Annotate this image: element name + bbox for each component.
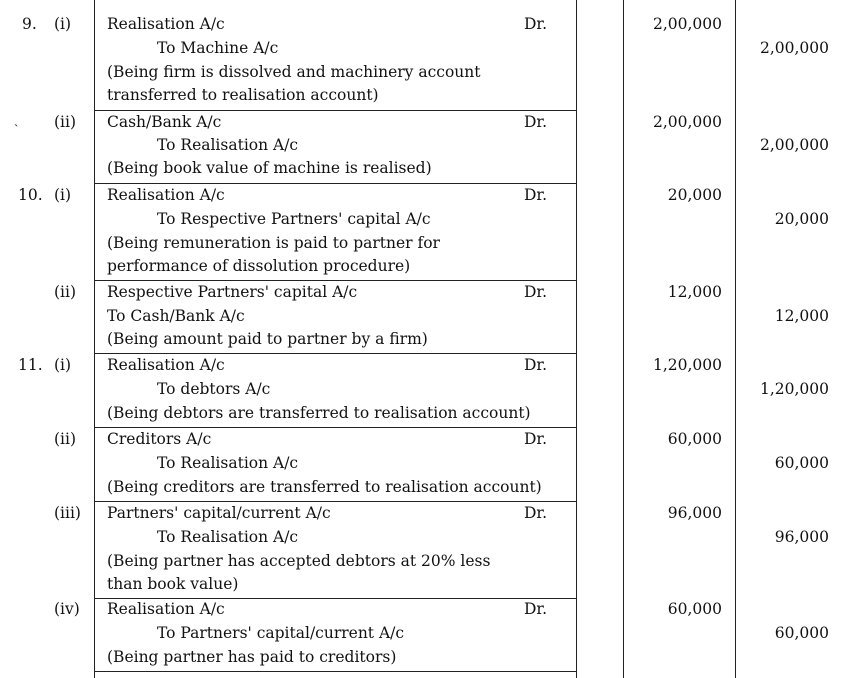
entry-sub-number: (iv) — [54, 600, 80, 618]
narration-line: (Being partner has paid to creditors) — [107, 648, 397, 666]
entry-number: 10. — [18, 186, 43, 204]
credit-amount: 20,000 — [774, 210, 829, 228]
dr-marker: Dr. — [524, 15, 548, 33]
debit-amount: 96,000 — [667, 504, 722, 522]
debit-amount: 12,000 — [667, 283, 722, 301]
narration-line: (Being book value of machine is realised) — [107, 159, 432, 177]
entry-sub-number: (i) — [54, 356, 72, 374]
narration-line: (Being debtors are transferred to realisation account) — [107, 404, 531, 422]
debit-amount: 60,000 — [667, 430, 722, 448]
credit-account: To Machine A/c — [157, 39, 279, 57]
column-rule-debit-left — [623, 0, 624, 678]
debit-account: Realisation A/c — [107, 186, 225, 204]
debit-account: Creditors A/c — [107, 430, 212, 448]
entry-sub-number: (iii) — [54, 504, 81, 522]
dr-marker: Dr. — [524, 113, 548, 131]
column-rule-particulars-left — [94, 0, 95, 678]
credit-account: To Realisation A/c — [157, 454, 299, 472]
narration-line: transferred to realisation account) — [107, 86, 379, 104]
credit-account: To Cash/Bank A/c — [107, 307, 245, 325]
column-rule-credit-left — [735, 0, 736, 678]
dr-marker: Dr. — [524, 430, 548, 448]
credit-amount: 1,20,000 — [759, 380, 829, 398]
dr-marker: Dr. — [524, 186, 548, 204]
credit-account: To Realisation A/c — [157, 136, 299, 154]
dr-marker: Dr. — [524, 283, 548, 301]
dr-marker: Dr. — [524, 504, 548, 522]
narration-line: (Being amount paid to partner by a firm) — [107, 330, 428, 348]
debit-amount: 2,00,000 — [652, 15, 722, 33]
dr-marker: Dr. — [524, 356, 548, 374]
debit-account: Realisation A/c — [107, 600, 225, 618]
debit-account: Respective Partners' capital A/c — [107, 283, 358, 301]
narration-line: than book value) — [107, 575, 239, 593]
credit-amount: 12,000 — [774, 307, 829, 325]
debit-account: Realisation A/c — [107, 15, 225, 33]
entry-divider — [95, 671, 576, 672]
entry-sub-number: (ii) — [54, 430, 77, 448]
column-rule-particulars-right — [576, 0, 577, 678]
credit-amount: 60,000 — [774, 624, 829, 642]
dr-marker: Dr. — [524, 600, 548, 618]
entry-sub-number: (ii) — [54, 113, 77, 131]
narration-line: (Being remuneration is paid to partner for — [107, 234, 440, 252]
entry-sub-number: (ii) — [54, 283, 77, 301]
narration-line: (Being firm is dissolved and machinery account — [107, 63, 481, 81]
credit-amount: 2,00,000 — [759, 136, 829, 154]
credit-amount: 2,00,000 — [759, 39, 829, 57]
debit-amount: 1,20,000 — [652, 356, 722, 374]
credit-account: To debtors A/c — [157, 380, 271, 398]
entry-number: 11. — [18, 356, 43, 374]
debit-amount: 60,000 — [667, 600, 722, 618]
debit-amount: 2,00,000 — [652, 113, 722, 131]
credit-amount: 96,000 — [774, 528, 829, 546]
debit-account: Realisation A/c — [107, 356, 225, 374]
entry-sub-number: (i) — [54, 186, 72, 204]
debit-account: Partners' capital/current A/c — [107, 504, 331, 522]
credit-amount: 60,000 — [774, 454, 829, 472]
entry-sub-number: (i) — [54, 15, 72, 33]
credit-account: To Respective Partners' capital A/c — [157, 210, 431, 228]
narration-line: performance of dissolution procedure) — [107, 257, 411, 275]
credit-account: To Partners' capital/current A/c — [157, 624, 405, 642]
stray-mark: ˏ — [14, 113, 19, 128]
narration-line: (Being creditors are transferred to realisation account) — [107, 478, 542, 496]
debit-amount: 20,000 — [667, 186, 722, 204]
credit-account: To Realisation A/c — [157, 528, 299, 546]
debit-account: Cash/Bank A/c — [107, 113, 222, 131]
narration-line: (Being partner has accepted debtors at 20% less — [107, 552, 491, 570]
entry-number: 9. — [22, 15, 37, 33]
